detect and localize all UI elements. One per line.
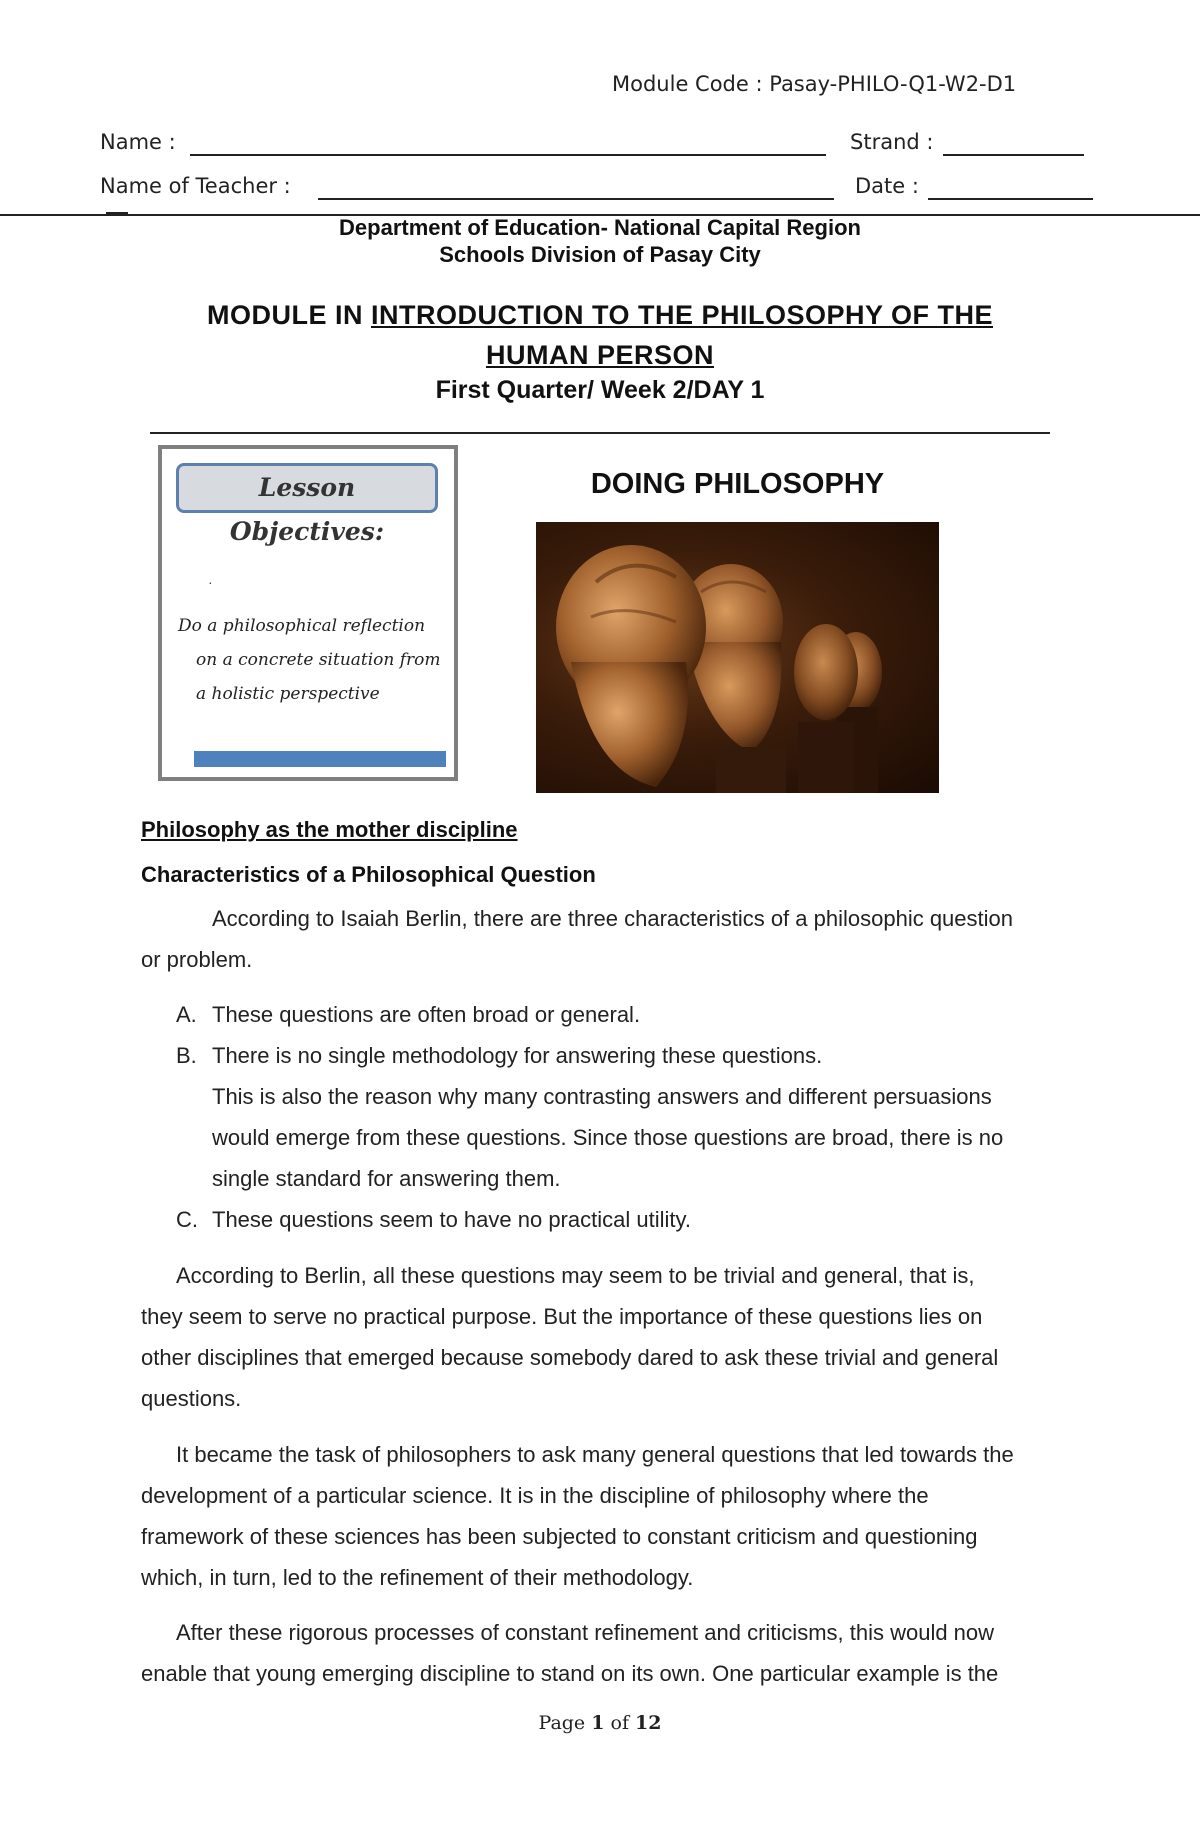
objective-line-2: on a concrete situation from bbox=[196, 650, 441, 670]
list-b-continuation bbox=[212, 1076, 1058, 1199]
bust-front-beard bbox=[571, 662, 688, 787]
module-title-prefix: MODULE IN bbox=[206, 300, 371, 330]
paragraph-line: enable that young emerging discipline to stand on its own. One particular example is the bbox=[141, 1661, 999, 1686]
module-title-line-1 bbox=[0, 298, 1200, 332]
strand-field[interactable] bbox=[943, 154, 1084, 156]
list-b-cont-line: would emerge from these questions. Since those questions are broad, there is no bbox=[212, 1125, 1004, 1150]
intro-line-2: or problem. bbox=[141, 947, 253, 972]
paragraph-line: framework of these sciences has been subjected to constant criticism and questioning bbox=[141, 1524, 978, 1549]
lesson-objectives-heading: Lesson Objectives: bbox=[176, 463, 438, 513]
page-number: 1 bbox=[591, 1712, 605, 1734]
objective-line-1: Do a philosophical reflection bbox=[178, 616, 426, 636]
page-total: 12 bbox=[635, 1712, 662, 1734]
list-text: There is no single methodology for answering these questions. bbox=[212, 1043, 823, 1068]
paragraph-line: development of a particular science. It is in the discipline of philosophy where the bbox=[141, 1483, 929, 1508]
header-divider-tick bbox=[106, 212, 128, 214]
date-field[interactable] bbox=[928, 198, 1093, 200]
objective-line-3: a holistic perspective bbox=[196, 684, 380, 704]
list-b-cont-line: single standard for answering them. bbox=[212, 1166, 561, 1191]
lesson-objectives-box bbox=[158, 445, 458, 781]
teacher-label: Name of Teacher : bbox=[100, 174, 291, 198]
objective-bullet: · bbox=[208, 574, 213, 590]
page-prefix: Page bbox=[538, 1712, 592, 1734]
pedestal-second bbox=[716, 747, 786, 793]
objective-text bbox=[178, 609, 448, 711]
paragraph-line: questions. bbox=[141, 1386, 242, 1411]
list-text: These questions are often broad or general. bbox=[212, 1002, 641, 1027]
paragraph-line: other disciplines that emerged because somebody dared to ask these trivial and general bbox=[141, 1345, 999, 1370]
title-divider bbox=[150, 432, 1050, 434]
department-line-1: Department of Education- National Capital Region bbox=[339, 215, 861, 240]
name-field[interactable] bbox=[190, 154, 826, 156]
quarter-week-day: First Quarter/ Week 2/DAY 1 bbox=[435, 376, 765, 404]
module-title-line-2: HUMAN PERSON bbox=[485, 340, 714, 370]
intro-line-1: According to Isaiah Berlin, there are three characteristics of a philosophic question bbox=[212, 906, 1013, 931]
paragraph-2 bbox=[141, 1434, 1059, 1598]
section-heading-mother-discipline: Philosophy as the mother discipline bbox=[141, 817, 518, 842]
department-line-2: Schools Division of Pasay City bbox=[439, 242, 761, 267]
philosopher-busts-image bbox=[536, 522, 939, 793]
list-b-cont-line: This is also the reason why many contrasting answers and different persuasions bbox=[212, 1084, 992, 1109]
page-footer bbox=[0, 1712, 1200, 1734]
list-text: These questions seem to have no practical utility. bbox=[212, 1207, 691, 1232]
teacher-field[interactable] bbox=[318, 198, 834, 200]
bust-second-beard bbox=[686, 642, 782, 752]
bust-third bbox=[794, 624, 858, 720]
objectives-accent-bar bbox=[194, 751, 446, 767]
list-marker: C. bbox=[176, 1207, 198, 1232]
page-of: of bbox=[604, 1712, 636, 1734]
paragraph-line: It became the task of philosophers to ask many general questions that led towards the bbox=[176, 1442, 1014, 1467]
list-marker: A. bbox=[176, 1002, 197, 1027]
date-label: Date : bbox=[855, 174, 919, 198]
paragraph-line: According to Berlin, all these questions may seem to be trivial and general, that is, bbox=[176, 1263, 975, 1288]
paragraph-line: they seem to serve no practical purpose. But the importance of these questions lies on bbox=[141, 1304, 983, 1329]
strand-label: Strand : bbox=[850, 130, 934, 154]
topic-heading: DOING PHILOSOPHY bbox=[590, 468, 885, 500]
pedestal-third bbox=[798, 722, 854, 793]
busts-illustration bbox=[536, 522, 939, 793]
paragraph-3 bbox=[141, 1612, 1059, 1694]
name-label: Name : bbox=[100, 130, 176, 154]
paragraph-1 bbox=[141, 1255, 1059, 1419]
paragraph-line: After these rigorous processes of constant refinement and criticisms, this would now bbox=[176, 1620, 995, 1645]
module-code: Module Code : Pasay-PHILO-Q1-W2-D1 bbox=[612, 72, 1017, 96]
section-heading-characteristics: Characteristics of a Philosophical Question bbox=[141, 862, 596, 887]
module-subject: INTRODUCTION TO THE PHILOSOPHY OF THE bbox=[370, 300, 994, 330]
paragraph-line: which, in turn, led to the refinement of their methodology. bbox=[141, 1565, 694, 1590]
list-marker: B. bbox=[176, 1043, 197, 1068]
